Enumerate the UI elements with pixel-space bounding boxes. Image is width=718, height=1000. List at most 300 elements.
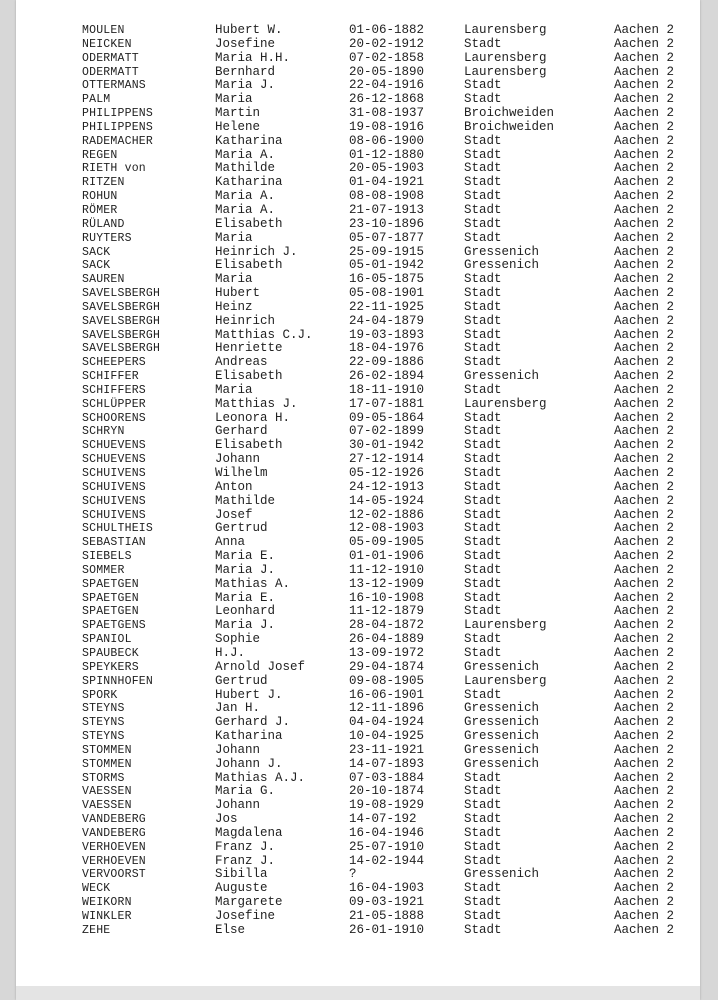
city-cell: Aachen 2 <box>614 23 675 37</box>
date-cell: 09-08-1905 <box>349 673 425 688</box>
date-cell: 22-04-1916 <box>349 78 425 93</box>
record-row <box>16 882 700 896</box>
record-row <box>16 287 700 301</box>
given-name-cell: Maria J. <box>215 78 276 93</box>
date-cell: 12-11-1896 <box>349 701 425 716</box>
date-cell: 22-11-1925 <box>349 299 425 314</box>
date-cell: 01-01-1906 <box>349 549 425 564</box>
surname-cell: VERHOEVEN <box>82 854 146 868</box>
given-name-cell: Hubert J. <box>215 687 283 702</box>
date-cell: 05-12-1926 <box>349 466 425 480</box>
place-cell: Stadt <box>464 576 502 591</box>
date-cell: 01-06-1882 <box>349 23 425 37</box>
city-cell: Aachen 2 <box>614 216 675 231</box>
surname-cell: SPAUBECK <box>82 646 139 660</box>
given-name-cell: Josefine <box>215 909 276 923</box>
place-cell: Laurensberg <box>464 618 547 633</box>
surname-cell: ZEHE <box>82 923 111 937</box>
place-cell: Stadt <box>464 812 502 827</box>
city-cell: Aachen 2 <box>614 742 675 757</box>
city-cell: Aachen 2 <box>614 327 675 342</box>
date-cell: 23-10-1896 <box>349 216 425 231</box>
place-cell: Stadt <box>464 438 502 453</box>
record-row <box>16 550 700 564</box>
city-cell: Aachen 2 <box>614 161 675 176</box>
surname-cell: ODERMATT <box>82 51 139 65</box>
city-cell: Aachen 2 <box>614 618 675 633</box>
surname-cell: SPAETGEN <box>82 591 139 605</box>
surname-cell: SCHUEVENS <box>82 439 146 453</box>
given-name-cell: Maria <box>215 382 253 397</box>
place-cell: Stadt <box>464 175 502 190</box>
place-cell: Stadt <box>464 36 502 51</box>
surname-cell: RÖMER <box>82 203 118 217</box>
record-row <box>16 467 700 481</box>
surname-cell: STOMMEN <box>82 757 132 771</box>
date-cell: 26-12-1868 <box>349 92 425 107</box>
record-row <box>16 356 700 370</box>
surname-cell: SEBASTIAN <box>82 536 146 550</box>
record-row <box>16 453 700 467</box>
date-cell: 11-12-1879 <box>349 604 425 619</box>
place-cell: Laurensberg <box>464 396 547 411</box>
date-cell: 16-04-1946 <box>349 825 425 840</box>
given-name-cell: Mathias A. <box>215 576 291 591</box>
city-cell: Aachen 2 <box>614 466 675 480</box>
surname-cell: SCHOORENS <box>82 411 146 425</box>
record-row <box>16 204 700 218</box>
given-name-cell: Bernhard <box>215 64 276 79</box>
date-cell: ? <box>349 867 357 882</box>
place-cell: Stadt <box>464 895 502 910</box>
given-name-cell: Elisabeth <box>215 258 283 273</box>
given-name-cell: Maria G. <box>215 784 276 799</box>
given-name-cell: Auguste <box>215 881 268 896</box>
place-cell: Gressenich <box>464 369 540 384</box>
place-cell: Stadt <box>464 521 502 536</box>
place-cell: Stadt <box>464 645 502 660</box>
record-row <box>16 93 700 107</box>
date-cell: 28-04-1872 <box>349 618 425 633</box>
date-cell: 26-01-1910 <box>349 922 425 937</box>
city-cell: Aachen 2 <box>614 133 675 148</box>
place-cell: Broichweiden <box>464 106 555 121</box>
city-cell: Aachen 2 <box>614 396 675 411</box>
given-name-cell: Johann <box>215 452 261 467</box>
surname-cell: WINKLER <box>82 910 132 923</box>
place-cell: Stadt <box>464 216 502 231</box>
record-row <box>16 564 700 578</box>
date-cell: 12-08-1903 <box>349 521 425 536</box>
city-cell: Aachen 2 <box>614 313 675 328</box>
date-cell: 04-04-1924 <box>349 715 425 730</box>
city-cell: Aachen 2 <box>614 784 675 799</box>
given-name-cell: Mathias A.J. <box>215 770 306 785</box>
date-cell: 01-04-1921 <box>349 175 425 190</box>
given-name-cell: Arnold Josef <box>215 659 306 674</box>
surname-cell: SAVELSBERGH <box>82 328 161 342</box>
city-cell: Aachen 2 <box>614 922 675 937</box>
surname-cell: SPAETGEN <box>82 577 139 591</box>
record-row <box>16 799 700 813</box>
record-row <box>16 398 700 412</box>
given-name-cell: Matthias C.J. <box>215 327 313 342</box>
record-row <box>16 66 700 80</box>
record-row <box>16 896 700 910</box>
city-cell: Aachen 2 <box>614 493 675 508</box>
date-cell: 05-01-1942 <box>349 258 425 273</box>
given-name-cell: Franz J. <box>215 853 276 868</box>
surname-cell: PALM <box>82 93 111 107</box>
given-name-cell: Hubert <box>215 286 261 301</box>
date-cell: 23-11-1921 <box>349 742 425 757</box>
date-cell: 13-09-1972 <box>349 645 425 660</box>
place-cell: Stadt <box>464 230 502 245</box>
given-name-cell: Maria <box>215 230 253 245</box>
surname-cell: SCHUIVENS <box>82 508 146 522</box>
date-cell: 20-02-1912 <box>349 36 425 51</box>
date-cell: 20-10-1874 <box>349 784 425 799</box>
surname-cell: SCHUEVENS <box>82 453 146 467</box>
city-cell: Aachen 2 <box>614 562 675 577</box>
surname-cell: WECK <box>82 882 111 896</box>
record-row <box>16 702 700 716</box>
given-name-cell: Gerhard <box>215 424 268 439</box>
city-cell: Aachen 2 <box>614 825 675 840</box>
place-cell: Stadt <box>464 272 502 287</box>
place-cell: Stadt <box>464 410 502 425</box>
date-cell: 07-02-1858 <box>349 50 425 65</box>
city-cell: Aachen 2 <box>614 438 675 453</box>
record-row <box>16 425 700 439</box>
record-row <box>16 439 700 453</box>
record-row <box>16 121 700 135</box>
city-cell: Aachen 2 <box>614 410 675 425</box>
date-cell: 12-02-1886 <box>349 507 425 522</box>
place-cell: Stadt <box>464 452 502 467</box>
city-cell: Aachen 2 <box>614 286 675 301</box>
date-cell: 25-07-1910 <box>349 839 425 854</box>
date-cell: 01-12-1880 <box>349 147 425 162</box>
record-row <box>16 647 700 661</box>
place-cell: Stadt <box>464 341 502 356</box>
record-row <box>16 38 700 52</box>
city-cell: Aachen 2 <box>614 230 675 245</box>
city-cell: Aachen 2 <box>614 770 675 785</box>
surname-cell: SAVELSBERGH <box>82 300 161 314</box>
given-name-cell: Heinrich J. <box>215 244 298 259</box>
surname-cell: VANDEBERG <box>82 826 146 840</box>
given-name-cell: Anna <box>215 535 246 550</box>
given-name-cell: Johann <box>215 742 261 757</box>
date-cell: 18-04-1976 <box>349 341 425 356</box>
surname-cell: NEICKEN <box>82 37 132 51</box>
given-name-cell: Sibilla <box>215 867 268 882</box>
date-cell: 05-07-1877 <box>349 230 425 245</box>
given-name-cell: Margarete <box>215 895 283 910</box>
date-cell: 26-04-1889 <box>349 632 425 647</box>
given-name-cell: Andreas <box>215 355 268 370</box>
given-name-cell: Maria <box>215 272 253 287</box>
date-cell: 14-05-1924 <box>349 493 425 508</box>
city-cell: Aachen 2 <box>614 106 675 121</box>
place-cell: Stadt <box>464 161 502 176</box>
surname-cell: VERHOEVEN <box>82 840 146 854</box>
city-cell: Aachen 2 <box>614 507 675 522</box>
city-cell: Aachen 2 <box>614 867 675 882</box>
place-cell: Gressenich <box>464 701 540 716</box>
date-cell: 09-05-1864 <box>349 410 425 425</box>
place-cell: Stadt <box>464 147 502 162</box>
record-row <box>16 868 700 882</box>
record-row <box>16 619 700 633</box>
record-row <box>16 772 700 786</box>
record-row <box>16 813 700 827</box>
date-cell: 07-02-1899 <box>349 424 425 439</box>
record-row <box>16 162 700 176</box>
date-cell: 19-08-1929 <box>349 798 425 813</box>
date-cell: 19-08-1916 <box>349 119 425 134</box>
given-name-cell: Martin <box>215 106 261 121</box>
given-name-cell: Hubert W. <box>215 23 283 37</box>
city-cell: Aachen 2 <box>614 272 675 287</box>
place-cell: Stadt <box>464 189 502 204</box>
surname-cell: SAVELSBERGH <box>82 314 161 328</box>
place-cell: Laurensberg <box>464 64 547 79</box>
surname-cell: ODERMATT <box>82 65 139 79</box>
surname-cell: SPORK <box>82 688 118 702</box>
record-row <box>16 578 700 592</box>
given-name-cell: Katharina <box>215 729 283 744</box>
place-cell: Gressenich <box>464 742 540 757</box>
date-cell: 26-02-1894 <box>349 369 425 384</box>
place-cell: Stadt <box>464 839 502 854</box>
surname-cell: RIETH von <box>82 162 146 176</box>
place-cell: Stadt <box>464 922 502 937</box>
city-cell: Aachen 2 <box>614 92 675 107</box>
record-row <box>16 716 700 730</box>
place-cell: Stadt <box>464 479 502 494</box>
place-cell: Stadt <box>464 133 502 148</box>
surname-cell: VAESSEN <box>82 799 132 813</box>
surname-cell: SOMMER <box>82 563 125 577</box>
given-name-cell: Mathilde <box>215 493 276 508</box>
surname-cell: SPEYKERS <box>82 660 139 674</box>
place-cell: Stadt <box>464 327 502 342</box>
record-row <box>16 605 700 619</box>
record-row <box>16 744 700 758</box>
given-name-cell: Helene <box>215 119 261 134</box>
surname-cell: VERVOORST <box>82 868 146 882</box>
place-cell: Stadt <box>464 382 502 397</box>
surname-cell: SACK <box>82 245 111 259</box>
city-cell: Aachen 2 <box>614 189 675 204</box>
date-cell: 16-10-1908 <box>349 590 425 605</box>
place-cell: Stadt <box>464 784 502 799</box>
city-cell: Aachen 2 <box>614 659 675 674</box>
place-cell: Broichweiden <box>464 119 555 134</box>
date-cell: 16-05-1875 <box>349 272 425 287</box>
surname-cell: SAVELSBERGH <box>82 287 161 301</box>
given-name-cell: Matthias J. <box>215 396 298 411</box>
given-name-cell: Elisabeth <box>215 216 283 231</box>
record-row <box>16 246 700 260</box>
date-cell: 27-12-1914 <box>349 452 425 467</box>
city-cell: Aachen 2 <box>614 729 675 744</box>
date-cell: 14-07-192 <box>349 812 417 827</box>
date-cell: 11-12-1910 <box>349 562 425 577</box>
given-name-cell: Maria J. <box>215 618 276 633</box>
surname-cell: SAUREN <box>82 273 125 287</box>
date-cell: 16-04-1903 <box>349 881 425 896</box>
given-name-cell: Jan H. <box>215 701 261 716</box>
date-cell: 16-06-1901 <box>349 687 425 702</box>
surname-cell: STORMS <box>82 771 125 785</box>
surname-cell: STOMMEN <box>82 743 132 757</box>
record-row <box>16 633 700 647</box>
place-cell: Stadt <box>464 299 502 314</box>
surname-cell: SPAETGEN <box>82 605 139 619</box>
place-cell: Stadt <box>464 604 502 619</box>
given-name-cell: Anton <box>215 479 253 494</box>
given-name-cell: Heinrich <box>215 313 276 328</box>
record-row <box>16 149 700 163</box>
city-cell: Aachen 2 <box>614 479 675 494</box>
city-cell: Aachen 2 <box>614 382 675 397</box>
place-cell: Stadt <box>464 507 502 522</box>
record-row <box>16 329 700 343</box>
surname-cell: RITZEN <box>82 176 125 190</box>
city-cell: Aachen 2 <box>614 50 675 65</box>
surname-cell: STEYNS <box>82 716 125 730</box>
given-name-cell: Johann <box>215 798 261 813</box>
record-row <box>16 481 700 495</box>
given-name-cell: Wilhelm <box>215 466 268 480</box>
city-cell: Aachen 2 <box>614 147 675 162</box>
city-cell: Aachen 2 <box>614 258 675 273</box>
surname-cell: STEYNS <box>82 730 125 744</box>
record-row <box>16 79 700 93</box>
surname-cell: SCHIFFER <box>82 370 139 384</box>
given-name-cell: Leonora H. <box>215 410 291 425</box>
surname-cell: WEIKORN <box>82 896 132 910</box>
record-row <box>16 176 700 190</box>
record-row <box>16 827 700 841</box>
surname-cell: SCHUIVENS <box>82 494 146 508</box>
city-cell: Aachen 2 <box>614 715 675 730</box>
surname-cell: SCHRYN <box>82 425 125 439</box>
place-cell: Stadt <box>464 909 502 923</box>
surname-cell: PHILIPPENS <box>82 120 154 134</box>
given-name-cell: Henriette <box>215 341 283 356</box>
place-cell: Stadt <box>464 770 502 785</box>
city-cell: Aachen 2 <box>614 424 675 439</box>
date-cell: 08-08-1908 <box>349 189 425 204</box>
record-row <box>16 924 700 938</box>
given-name-cell: Franz J. <box>215 839 276 854</box>
surname-cell: VANDEBERG <box>82 813 146 827</box>
place-cell: Gressenich <box>464 756 540 771</box>
city-cell: Aachen 2 <box>614 299 675 314</box>
given-name-cell: Elisabeth <box>215 438 283 453</box>
place-cell: Stadt <box>464 493 502 508</box>
city-cell: Aachen 2 <box>614 521 675 536</box>
city-cell: Aachen 2 <box>614 812 675 827</box>
record-row <box>16 592 700 606</box>
place-cell: Laurensberg <box>464 50 547 65</box>
place-cell: Stadt <box>464 202 502 217</box>
record-row <box>16 522 700 536</box>
record-row <box>16 675 700 689</box>
surname-cell: ROHUN <box>82 190 118 204</box>
record-row <box>16 910 700 924</box>
given-name-cell: Katharina <box>215 175 283 190</box>
place-cell: Stadt <box>464 466 502 480</box>
place-cell: Stadt <box>464 535 502 550</box>
city-cell: Aachen 2 <box>614 341 675 356</box>
place-cell: Stadt <box>464 549 502 564</box>
given-name-cell: Mathilde <box>215 161 276 176</box>
city-cell: Aachen 2 <box>614 78 675 93</box>
given-name-cell: Maria E. <box>215 590 276 605</box>
surname-cell: RADEMACHER <box>82 134 154 148</box>
place-cell: Stadt <box>464 825 502 840</box>
surname-cell: OTTERMANS <box>82 79 146 93</box>
surname-cell: MOULEN <box>82 24 125 37</box>
city-cell: Aachen 2 <box>614 881 675 896</box>
date-cell: 31-08-1937 <box>349 106 425 121</box>
date-cell: 30-01-1942 <box>349 438 425 453</box>
city-cell: Aachen 2 <box>614 576 675 591</box>
city-cell: Aachen 2 <box>614 119 675 134</box>
surname-cell: RÜLAND <box>82 217 125 231</box>
surname-cell: SCHEEPERS <box>82 356 146 370</box>
record-row <box>16 855 700 869</box>
date-cell: 09-03-1921 <box>349 895 425 910</box>
given-name-cell: Josef <box>215 507 253 522</box>
surname-cell: SAVELSBERGH <box>82 342 161 356</box>
place-cell: Stadt <box>464 562 502 577</box>
place-cell: Stadt <box>464 78 502 93</box>
city-cell: Aachen 2 <box>614 604 675 619</box>
record-row <box>16 259 700 273</box>
record-row <box>16 24 700 38</box>
record-row <box>16 509 700 523</box>
given-name-cell: Magdalena <box>215 825 283 840</box>
city-cell: Aachen 2 <box>614 244 675 259</box>
place-cell: Laurensberg <box>464 673 547 688</box>
place-cell: Stadt <box>464 798 502 813</box>
city-cell: Aachen 2 <box>614 36 675 51</box>
record-row <box>16 301 700 315</box>
city-cell: Aachen 2 <box>614 701 675 716</box>
city-cell: Aachen 2 <box>614 673 675 688</box>
date-cell: 14-07-1893 <box>349 756 425 771</box>
date-cell: 08-06-1900 <box>349 133 425 148</box>
place-cell: Stadt <box>464 286 502 301</box>
given-name-cell: Sophie <box>215 632 261 647</box>
city-cell: Aachen 2 <box>614 798 675 813</box>
given-name-cell: Gerhard J. <box>215 715 291 730</box>
surname-cell: SCHLÜPPER <box>82 397 146 411</box>
record-row <box>16 342 700 356</box>
place-cell: Gressenich <box>464 867 540 882</box>
given-name-cell: Maria E. <box>215 549 276 564</box>
date-cell: 24-04-1879 <box>349 313 425 328</box>
record-row <box>16 218 700 232</box>
date-cell: 13-12-1909 <box>349 576 425 591</box>
given-name-cell: Gertrud <box>215 521 268 536</box>
